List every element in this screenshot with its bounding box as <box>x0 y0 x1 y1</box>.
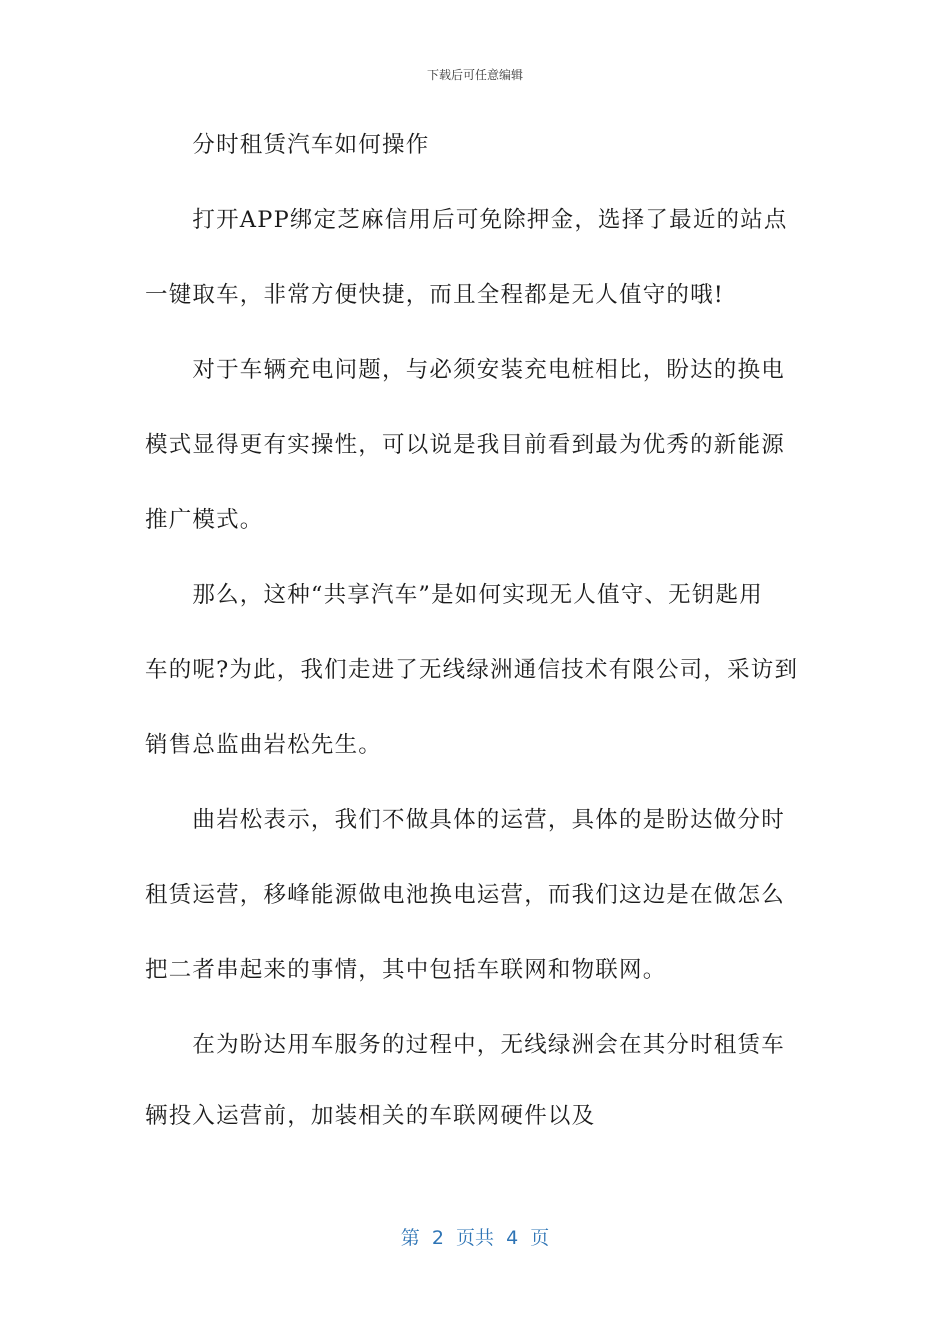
body-line: 那么，这种“共享汽车”是如何实现无人值守、无钥匙用 <box>145 582 763 608</box>
body-line: 模式显得更有实操性，可以说是我目前看到最为优秀的新能源 <box>145 432 785 458</box>
body-line: 在为盼达用车服务的过程中，无线绿洲会在其分时租赁车 <box>145 1032 785 1058</box>
body-line: 对于车辆充电问题，与必须安装充电桩相比，盼达的换电 <box>145 357 785 383</box>
body-line: 分时租赁汽车如何操作 <box>145 132 430 158</box>
body-line: 把二者串起来的事情，其中包括车联网和物联网。 <box>145 957 667 983</box>
body-line: 曲岩松表示，我们不做具体的运营，具体的是盼达做分时 <box>145 807 785 833</box>
body-line: 销售总监曲岩松先生。 <box>145 732 383 758</box>
body-line: 推广模式。 <box>145 507 264 533</box>
body-line: 一键取车，非常方便快捷，而且全程都是无人值守的哦! <box>145 282 725 308</box>
page-header-note: 下载后可任意编辑 <box>426 68 523 82</box>
body-line: 辆投入运营前，加装相关的车联网硬件以及 <box>145 1103 596 1129</box>
body-line: 车的呢?为此，我们走进了无线绿洲通信技术有限公司，采访到 <box>145 657 799 683</box>
body-line: 租赁运营，移峰能源做电池换电运营，而我们这边是在做怎么 <box>145 882 785 908</box>
page-number-footer: 第 2 页共 4 页 <box>400 1227 550 1249</box>
body-line: 打开APP绑定芝麻信用后可免除押金，选择了最近的站点 <box>145 207 788 233</box>
